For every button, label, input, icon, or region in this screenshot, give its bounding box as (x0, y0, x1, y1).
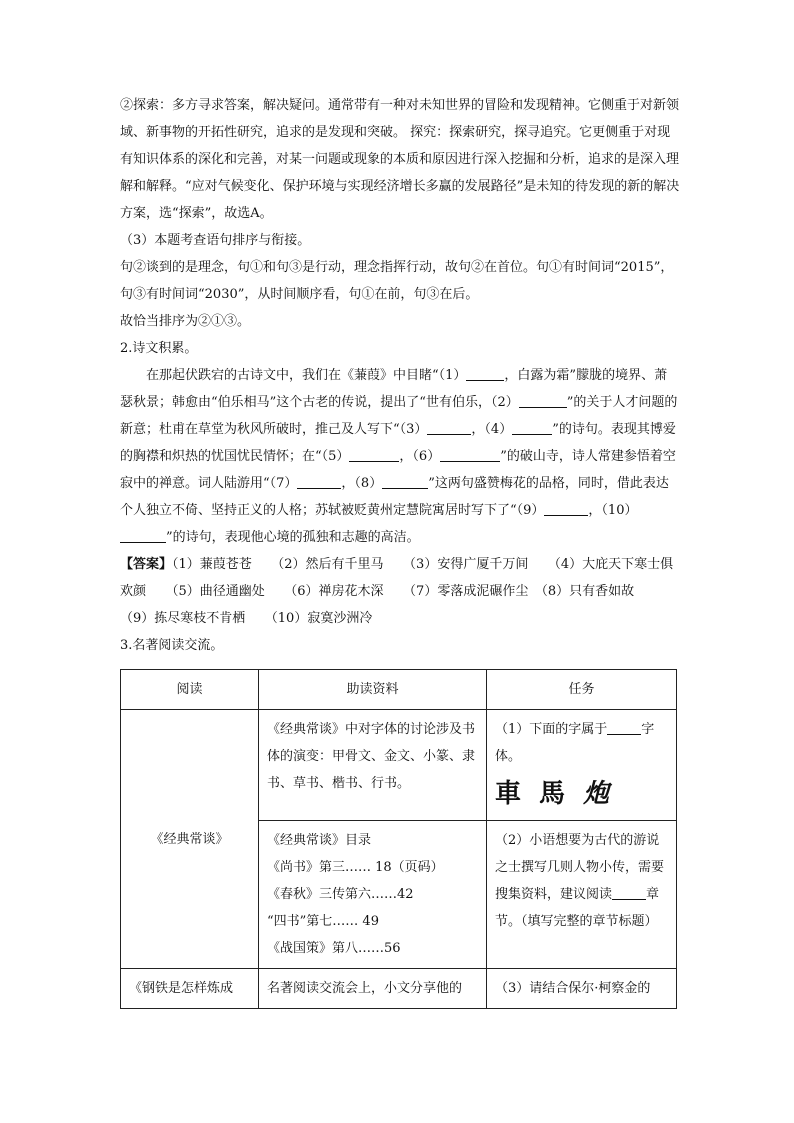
blank-5 (349, 447, 399, 462)
poem-text: ”的诗句，表现他心境的孤独和志趣的高洁。 (166, 530, 420, 545)
poem-text: ”的关于人才问题的新意；杜甫在草堂为秋风所破时，推己及人写下“（3） (120, 395, 678, 437)
poem-text: ，白露为霜”朦胧的境界、萧瑟秋景；韩愈由“伯乐相马”这个古老的传说，提出了“世有伯乐，（2） (120, 368, 668, 410)
blank-4 (512, 420, 552, 435)
glyph-ma: 馬 (539, 779, 584, 809)
answer-label: 【答案】 (120, 557, 173, 572)
poem-text: ，（8） (341, 476, 383, 491)
toc-item: 《战国策》第八……56 (267, 941, 401, 956)
section-2-title: 2.诗文积累。 (120, 341, 198, 356)
poem-text: ，（6） (399, 449, 441, 464)
blank-7 (297, 474, 341, 489)
material-cell: 《经典常谈》中对字体的讨论涉及书体的演变：甲骨文、金文、小篆、隶书、草书、楷书、行书。 (259, 710, 487, 821)
glyph-pao: 炮 (583, 779, 628, 809)
task-text: （1）下面的字属于 (495, 722, 608, 737)
blank-9 (544, 501, 588, 516)
toc-item: 《尚书》第三…… 18（页码） (267, 860, 444, 875)
toc-item: 《春秋》三传第六……42 (267, 887, 414, 902)
task-text: 章节。（填写完整的章节标题） (495, 887, 660, 929)
book-cell: 《经典常谈》 (121, 710, 259, 969)
blank-8 (382, 474, 428, 489)
task-text: （2）小语想要为古代的游说之士撰写几则人物小传，需要搜集资料，建议阅读 (495, 833, 665, 902)
blank-2 (519, 393, 567, 408)
character-glyphs (495, 774, 668, 814)
ordering-explanation: 句②谈到的是理念，句①和句③是行动，理念指挥行动，故句②在首位。句①有时间词“2015”，句③有时间词“2030”，从时间顺序看，句①在前，句③在后。 (120, 260, 674, 302)
task-cell (487, 710, 677, 821)
blank-6 (440, 447, 500, 462)
toc-item: “四书”第七…… 49 (267, 914, 379, 929)
poem-text: ，（10） (588, 503, 638, 518)
blank-1 (466, 366, 504, 381)
poem-text: ，（4） (471, 422, 513, 437)
table-row (121, 969, 677, 1009)
blank-10 (120, 528, 166, 543)
answer-text: （1）蒹葭苍苍 （2）然后有千里马 （3）安得广厦千万间 （4）大庇天下寒士俱欢颜 （5）曲径通幽处 （6）禅房花木深 （7）零落成泥碾作尘 （8）只有香如故 （9）拣尽寒枝不肯栖 （10）寂寞沙洲冷 (120, 557, 674, 626)
poem-text: ”的诗句。表现其博爱的胸襟和炽热的忧国忧民情怀；在“（5） (120, 422, 676, 464)
answer-explanation (120, 92, 680, 659)
task-cell: （3）请结合保尔·柯察金的 (487, 969, 677, 1009)
task-text: 字体。 (495, 722, 655, 764)
table-row (121, 710, 677, 821)
header-task: 任务 (487, 670, 677, 710)
header-material: 助读资料 (259, 670, 487, 710)
toc-title: 《经典常谈》目录 (267, 833, 372, 848)
section-3-title: 3.名著阅读交流。 (120, 638, 224, 653)
glyph-che: 車 (495, 779, 540, 809)
material-cell: 名著阅读交流会上，小文分享他的 (259, 969, 487, 1009)
toc-cell (259, 821, 487, 969)
answer-blank (607, 720, 641, 735)
poem-text: ”的破山寺，诗人常建参悟着空寂中的禅意。词人陆游用“（7） (120, 449, 676, 491)
answer-block (120, 551, 680, 632)
reading-table (120, 669, 677, 1009)
book-cell: 《钢铁是怎样炼成 (121, 969, 259, 1009)
poem-fill-paragraph (120, 362, 680, 551)
table-header-row (121, 670, 677, 710)
task-cell (487, 821, 677, 969)
blank-3 (427, 420, 471, 435)
explanation-paragraph: ②探索：多方寻求答案，解决疑问。通常带有一种对未知世界的冒险和发现精神。它侧重于对新领域、新事物的开拓性研究，追求的是发现和突破。 探究：探索研究，探寻追究。它更侧重于对现有知识体系的深化和完善，对某一问题或现象的本质和原因进行深入挖掘和分析，追求的是深入理解和解释。“应对气候变化、保护环境与实现经济增长多赢的发展路径”是未知的待发现的新的解决方案，选“探索”，故选A。 (120, 98, 680, 221)
header-reading: 阅读 (121, 670, 259, 710)
poem-text: ”这两句盛赞梅花的品格，同时，借此表达个人独立不倚、坚持正义的人格；苏轼被贬黄州定慧院寓居时写下了“（9） (120, 476, 669, 518)
ordering-conclusion: 故恰当排序为②①③。 (120, 314, 251, 329)
answer-blank (612, 885, 646, 900)
question-3-intro: （3）本题考查语句排序与衔接。 (120, 233, 311, 248)
poem-text: 在那起伏跌宕的古诗文中，我们在《蒹葭》中目睹“（1） (146, 368, 467, 383)
